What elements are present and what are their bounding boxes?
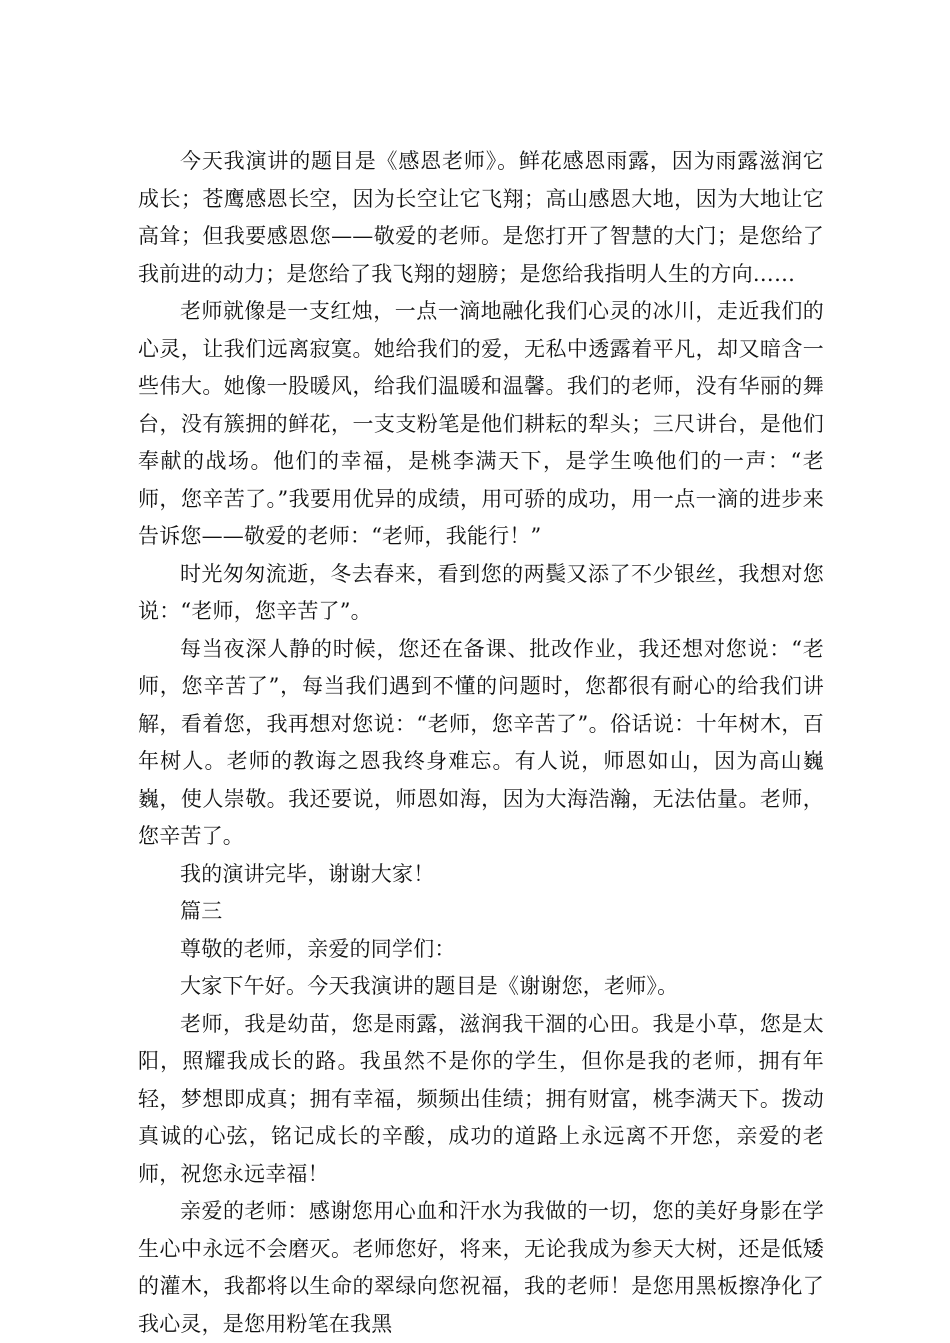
paragraph-time-passes: 时光匆匆流逝，冬去春来，看到您的两鬓又添了不少银丝，我想对您说：“老师，您辛苦了”。 bbox=[138, 561, 824, 623]
paragraph-seedling: 老师，我是幼苗，您是雨露，滋润我干涸的心田。我是小草，您是太阳，照耀我成长的路。我虽然不是你的学生，但你是我的老师，拥有年轻，梦想即成真；拥有幸福，频频出佳绩；拥有财富，桃李满天下。拨动真诚的心弦，铭记成长的辛酸，成功的道路上永远离不开您，亲爱的老师，祝您永远幸福！ bbox=[138, 1011, 824, 1186]
paragraph-dear-teacher: 亲爱的老师：感谢您用心血和汗水为我做的一切，您的美好身影在学生心中永远不会磨灭。老师您好，将来，无论我成为参天大树，还是低矮的灌木，我都将以生命的翠绿向您祝福，我的老师！是您用黑板擦净化了我心灵，是您用粉笔在我黑 bbox=[138, 1199, 824, 1336]
paragraph-greeting: 大家下午好。今天我演讲的题目是《谢谢您，老师》。 bbox=[180, 974, 679, 998]
paragraph-red-candle: 老师就像是一支红烛，一点一滴地融化我们心灵的冰川，走近我们的心灵，让我们远离寂寞。她给我们的爱，无私中透露着平凡，却又暗含一些伟大。她像一股暖风，给我们温暖和温馨。我们的老师，没有华丽的舞台，没有簇拥的鲜花，一支支粉笔是他们耕耘的犁头；三尺讲台，是他们奉献的战场。他们的幸福，是桃李满天下，是学生唤他们的一声：“老师，您辛苦了。”我要用优异的成绩，用可骄的成功，用一点一滴的进步来告诉您——敬爱的老师：“老师，我能行！” bbox=[138, 299, 824, 548]
paragraph-speech-intro: 今天我演讲的题目是《感恩老师》。鲜花感恩雨露，因为雨露滋润它成长；苍鹰感恩长空，因为长空让它飞翔；高山感恩大地，因为大地让它高耸；但我要感恩您——敬爱的老师。是您打开了智慧的大门；是您给了我前进的动力；是您给了我飞翔的翅膀；是您给我指明人生的方向…… bbox=[138, 149, 824, 286]
paragraph-salutation: 尊敬的老师，亲爱的同学们： bbox=[180, 936, 456, 961]
paragraph-speech-end: 我的演讲完毕，谢谢大家！ bbox=[180, 861, 435, 886]
paragraph-late-night: 每当夜深人静的时候，您还在备课、批改作业，我还想对您说：“老师，您辛苦了”，每当我们遇到不懂的问题时，您都很有耐心的给我们讲解，看着您，我再想对您说：“老师，您辛苦了”。俗话说：十年树木，百年树人。老师的教诲之恩我终身难忘。有人说，师恩如山，因为高山巍巍，使人崇敬。我还要说，师恩如海，因为大海浩瀚，无法估量。老师，您辛苦了。 bbox=[138, 636, 824, 848]
section-heading: 篇三 bbox=[180, 899, 223, 923]
document-page bbox=[138, 143, 824, 1343]
